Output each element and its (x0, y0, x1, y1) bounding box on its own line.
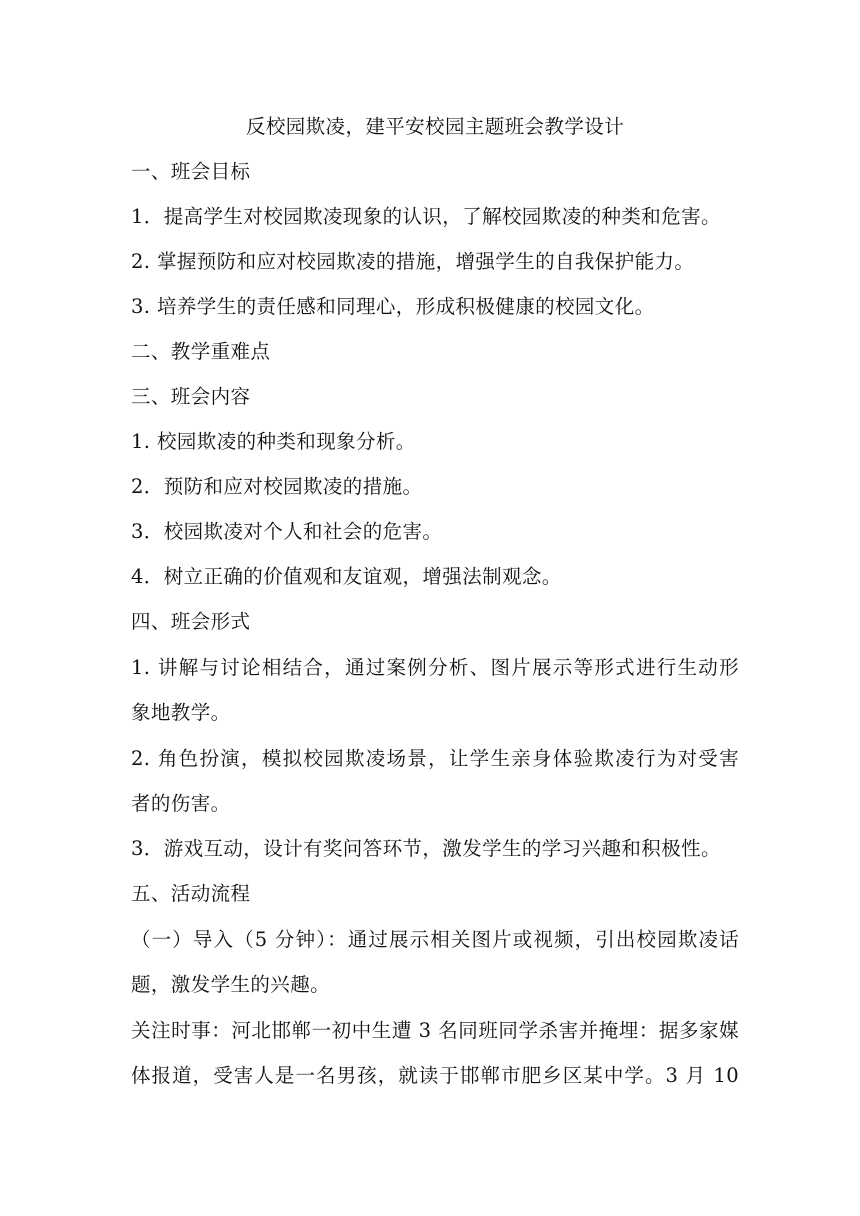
process-step-1-line-2: 题，激发学生的兴趣。 (131, 973, 331, 996)
content-item-3: 3．校园欺凌对个人和社会的危害。 (131, 520, 443, 543)
format-item-2 (131, 736, 739, 826)
format-item-1 (131, 645, 739, 735)
format-item-3: 3．游戏互动，设计有奖问答环节，激发学生的学习兴趣和积极性。 (131, 837, 721, 860)
content-item-4: 4．树立正确的价值观和友谊观，增强法制观念。 (131, 565, 562, 588)
goal-item-1: 1．提高学生对校园欺凌现象的认识，了解校园欺凌的种类和危害。 (131, 205, 721, 228)
document-title: 反校园欺凌，建平安校园主题班会教学设计 (245, 115, 625, 138)
section-heading-key-points: 二、教学重难点 (131, 340, 271, 363)
section-heading-process: 五、活动流程 (131, 882, 251, 905)
process-step-1-line-1: （一）导入（5 分钟）：通过展示相关图片或视频，引出校园欺凌话 (131, 928, 739, 951)
goal-item-3: 3. 培养学生的责任感和同理心，形成积极健康的校园文化。 (131, 295, 655, 318)
process-step-1 (131, 917, 739, 1007)
format-item-2-line-1: 2. 角色扮演，模拟校园欺凌场景，让学生亲身体验欺凌行为对受害 (131, 747, 739, 770)
content-item-1: 1. 校园欺凌的种类和现象分析。 (131, 430, 416, 453)
document-page (131, 111, 739, 1105)
section-heading-format: 四、班会形式 (131, 610, 251, 633)
section-heading-goals: 一、班会目标 (131, 160, 251, 183)
format-item-2-line-2: 者的伤害。 (131, 792, 231, 815)
format-item-1-line-1: 1. 讲解与讨论相结合，通过案例分析、图片展示等形式进行生动形 (131, 656, 739, 679)
section-heading-content: 三、班会内容 (131, 385, 251, 408)
news-paragraph-line-2: 体报道，受害人是一名男孩，就读于邯郸市肥乡区某中学。3 月 10 (131, 1064, 739, 1087)
goal-item-2: 2. 掌握预防和应对校园欺凌的措施，增强学生的自我保护能力。 (131, 250, 695, 273)
format-item-1-line-2: 象地教学。 (131, 701, 231, 724)
news-paragraph (131, 1008, 739, 1098)
news-paragraph-line-1: 关注时事：河北邯郸一初中生遭 3 名同班同学杀害并掩埋：据多家媒 (131, 1019, 739, 1042)
content-item-2: 2．预防和应对校园欺凌的措施。 (131, 475, 423, 498)
